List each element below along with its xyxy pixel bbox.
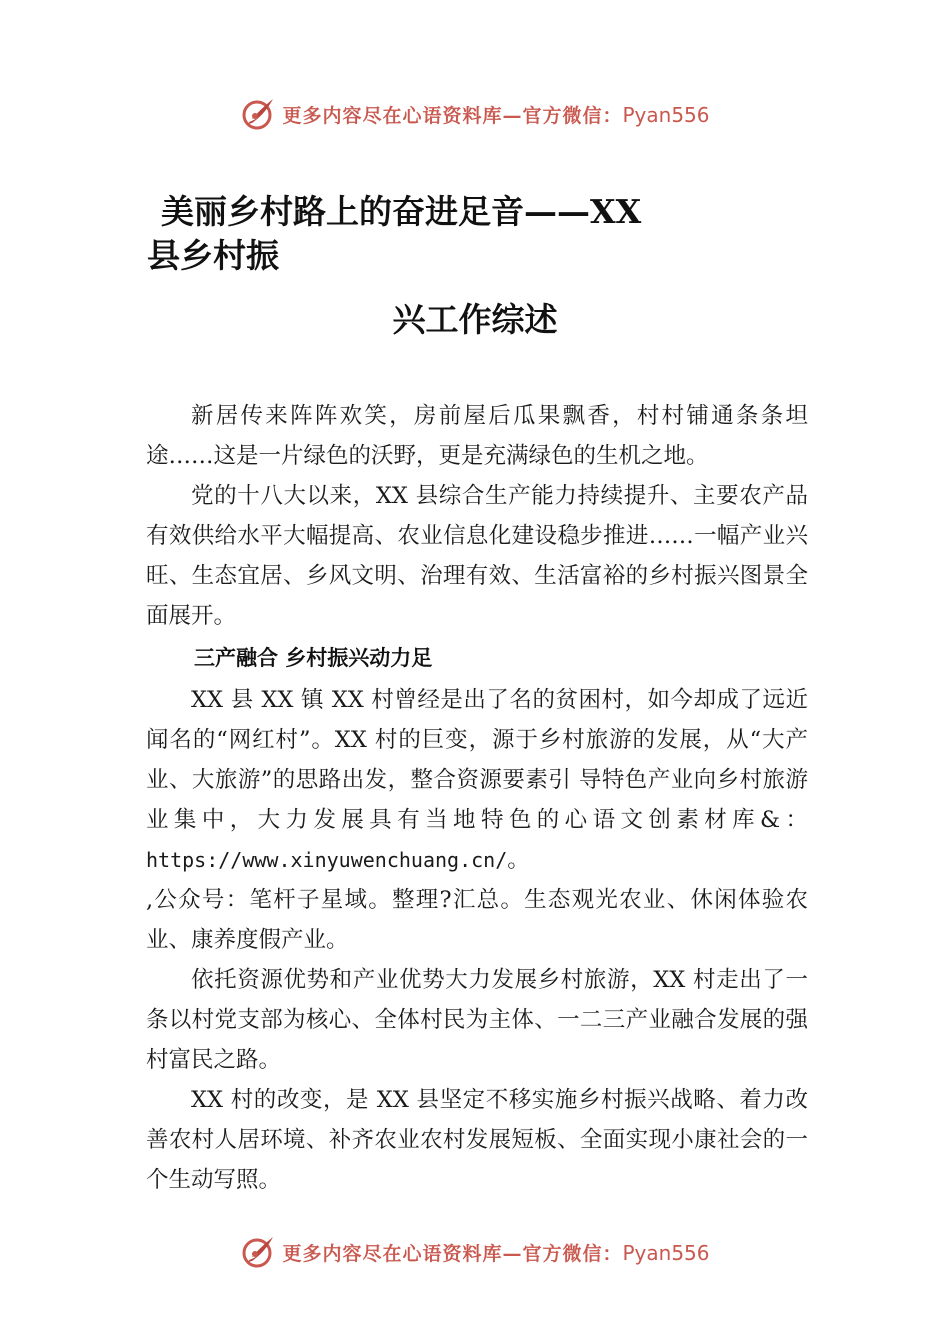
paragraph: XX 村的改变，是 XX 县坚定不移实施乡村振兴战略、着力改善农村人居环境、补齐农业农村发展短板、全面实现小康社会的一个生动写照。 [146,1087,808,1193]
quill-pen-seal-icon [240,96,276,132]
paragraph [146,680,808,880]
paragraph-text: 。 [507,847,530,873]
source-url: https://www.xinyuwenchuang.cn/ [146,848,508,872]
banner-text: 更多内容尽在心语资料库—官方微信：Pyan556 [282,1240,710,1265]
paragraph: 党的十八大以来，XX 县综合生产能力持续提升、主要农产品有效供给水平大幅提高、农业信息化建设稳步推进……一幅产业兴旺、生态宜居、乡风文明、治理有效、生活富裕的乡村振兴图景全面展开。 [146,483,808,629]
banner-text: 更多内容尽在心语资料库—官方微信：Pyan556 [282,102,710,127]
document-body [146,396,808,1200]
paragraph-text: XX 县 XX 镇 XX 村曾经是出了名的贫困村，如今却成了远近闻名的“网红村”。XX 村的巨变，源于乡村旅游的发展，从“大产业、大旅游”的思路出发，整合资源要素引 导特色产业向乡村旅游业集中，大力发展具有当地特色的心语文创素材库&： [146,687,808,833]
title-line-2: 县乡村振 [147,236,279,275]
document-title [147,190,847,278]
paragraph: ,公众号：笔杆子星域。整理?汇总。生态观光农业、休闲体验农业、康养度假产业。 [146,887,808,953]
banner-wechat-id: Pyan556 [622,102,710,127]
document-subtitle: 兴工作综述 [392,300,558,339]
title-line-1: 美丽乡村路上的奋进足音——XX [161,192,642,231]
section-heading: 三产融合 乡村振兴动力足 [194,646,433,670]
quill-pen-seal-icon [240,1234,276,1270]
paragraph: 依托资源优势和产业优势大力发展乡村旅游，XX 村走出了一条以村党支部为核心、全体村民为主体、一二三产业融合发展的强村富民之路。 [146,967,808,1073]
paragraph: 新居传来阵阵欢笑，房前屋后瓜果飘香，村村铺通条条坦途……这是一片绿色的沃野，更是充满绿色的生机之地。 [146,403,808,469]
footer-banner [0,1230,950,1274]
header-banner [0,92,950,136]
banner-wechat-id: Pyan556 [622,1240,710,1265]
